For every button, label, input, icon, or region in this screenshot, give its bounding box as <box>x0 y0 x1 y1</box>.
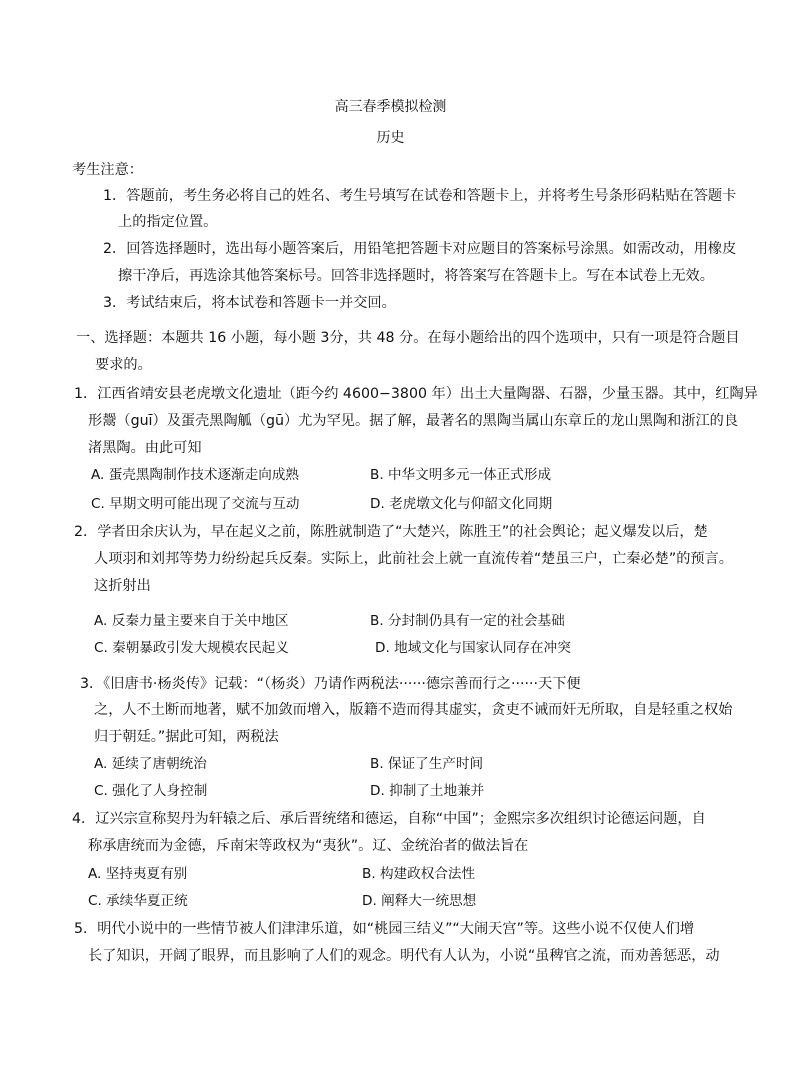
notice-item-2-line-1: 2．回答选择题时，选出每小题答案后，用铅笔把答题卡对应题目的答案标号涂黑。如需改动，用橡皮 <box>103 241 737 257</box>
question-3-line-1: 3．《旧唐书·杨炎传》记载：“（杨炎）乃请作两税法······德宗善而行之······天下便 <box>80 676 581 692</box>
question-3-option-c[interactable]: C. 强化了人身控制 <box>94 783 208 799</box>
question-2-option-d[interactable]: D. 地域文化与国家认同存在冲突 <box>375 640 571 656</box>
question-4-line-1: 4．辽兴宗宣称契丹为轩辕之后、承后晋统绪和德运，自称“中国”；金熙宗多次组织讨论德运问题，自 <box>72 811 706 827</box>
notice-item-1-line-2: 上的指定位置。 <box>118 214 218 230</box>
question-4-option-a[interactable]: A. 坚持夷夏有别 <box>88 866 188 882</box>
question-3-line-3: 归于朝廷。”据此可知，两税法 <box>94 729 279 745</box>
question-3-option-a[interactable]: A. 延续了唐朝统治 <box>94 756 207 772</box>
question-2-line-1: 2．学者田余庆认为，早在起义之前，陈胜就制造了“大楚兴，陈胜王”的社会舆论；起义爆发以后，楚 <box>74 524 708 540</box>
section-heading-line-2: 要求的。 <box>95 357 152 373</box>
question-2-option-b[interactable]: B. 分封制仍具有一定的社会基础 <box>370 613 565 629</box>
question-4-option-d[interactable]: D. 阐释大一统思想 <box>362 893 477 909</box>
question-3-line-2: 之，人不土断而地著，赋不加敛而增入，版籍不造而得其虚实，贪吏不诫而奸无所取，自是轻重之权始 <box>94 702 733 718</box>
question-4-line-2: 称承唐统而为金德，斥南宋等政权为“夷狄”。辽、金统治者的做法旨在 <box>88 838 529 854</box>
question-2-option-c[interactable]: C. 秦朝暴政引发大规模农民起义 <box>94 640 289 656</box>
question-2-option-a[interactable]: A. 反秦力量主要来自于关中地区 <box>94 613 289 629</box>
question-2-line-3: 这折射出 <box>94 578 151 594</box>
question-5-line-2: 长了知识，开阔了眼界，而且影响了人们的观念。明代有人认为，小说“虽稗官之流，而劝善惩恶，动 <box>88 948 720 964</box>
question-3-option-b[interactable]: B. 保证了生产时间 <box>370 756 484 772</box>
exam-subject: 历史 <box>376 130 405 146</box>
question-1-option-b[interactable]: B. 中华文明多元一体正式形成 <box>370 467 552 483</box>
notice-item-1-line-1: 1．答题前，考生务必将自己的姓名、考生号填写在试卷和答题卡上，并将考生号条形码粘贴在答题卡 <box>103 188 737 204</box>
question-1-option-c[interactable]: C. 早期文明可能出现了交流与互动 <box>91 496 300 512</box>
section-heading-line-1: 一、选择题：本题共 16 小题，每小题 3分，共 48 分。在每小题给出的四个选项中，只有一项是符合题目 <box>76 330 740 346</box>
question-1-line-1: 1．江西省靖安县老虎墩文化遗址（距今约 4600−3800 年）出土大量陶器、石器，少量玉器。其中，红陶异 <box>74 386 758 402</box>
question-4-option-b[interactable]: B. 构建政权合法性 <box>362 866 476 882</box>
exam-title: 高三春季模拟检测 <box>334 99 447 115</box>
question-1-line-3: 渚黑陶。由此可知 <box>88 440 202 456</box>
notice-item-2-line-2: 擦干净后，再选涂其他答案标号。回答非选择题时，将答案写在答题卡上。写在本试卷上无效。 <box>118 268 714 284</box>
question-1-option-d[interactable]: D. 老虎墩文化与仰韶文化同期 <box>370 496 553 512</box>
question-5-line-1: 5．明代小说中的一些情节被人们津津乐道，如“桃园三结义”“大闹天宫”等。这些小说不仅使人们增 <box>74 921 695 937</box>
notice-label: 考生注意： <box>72 162 143 178</box>
notice-item-3-line-1: 3．考试结束后，将本试卷和答题卡一并交回。 <box>103 295 396 311</box>
question-1-option-a[interactable]: A. 蛋壳黑陶制作技术逐渐走向成熟 <box>91 467 300 483</box>
question-4-option-c[interactable]: C. 承续华夏正统 <box>88 893 188 909</box>
question-3-option-d[interactable]: D. 抑制了土地兼并 <box>370 783 485 799</box>
question-1-line-2: 形鬶（guī）及蛋壳黑陶觚（gū）尤为罕见。据了解，最著名的黑陶当属山东章丘的龙山黑陶和浙江的良 <box>88 413 739 429</box>
question-2-line-2: 人项羽和刘邦等势力纷纷起兵反秦。实际上，此前社会上就一直流传着“楚虽三户，亡秦必楚”的预言。 <box>94 551 733 567</box>
